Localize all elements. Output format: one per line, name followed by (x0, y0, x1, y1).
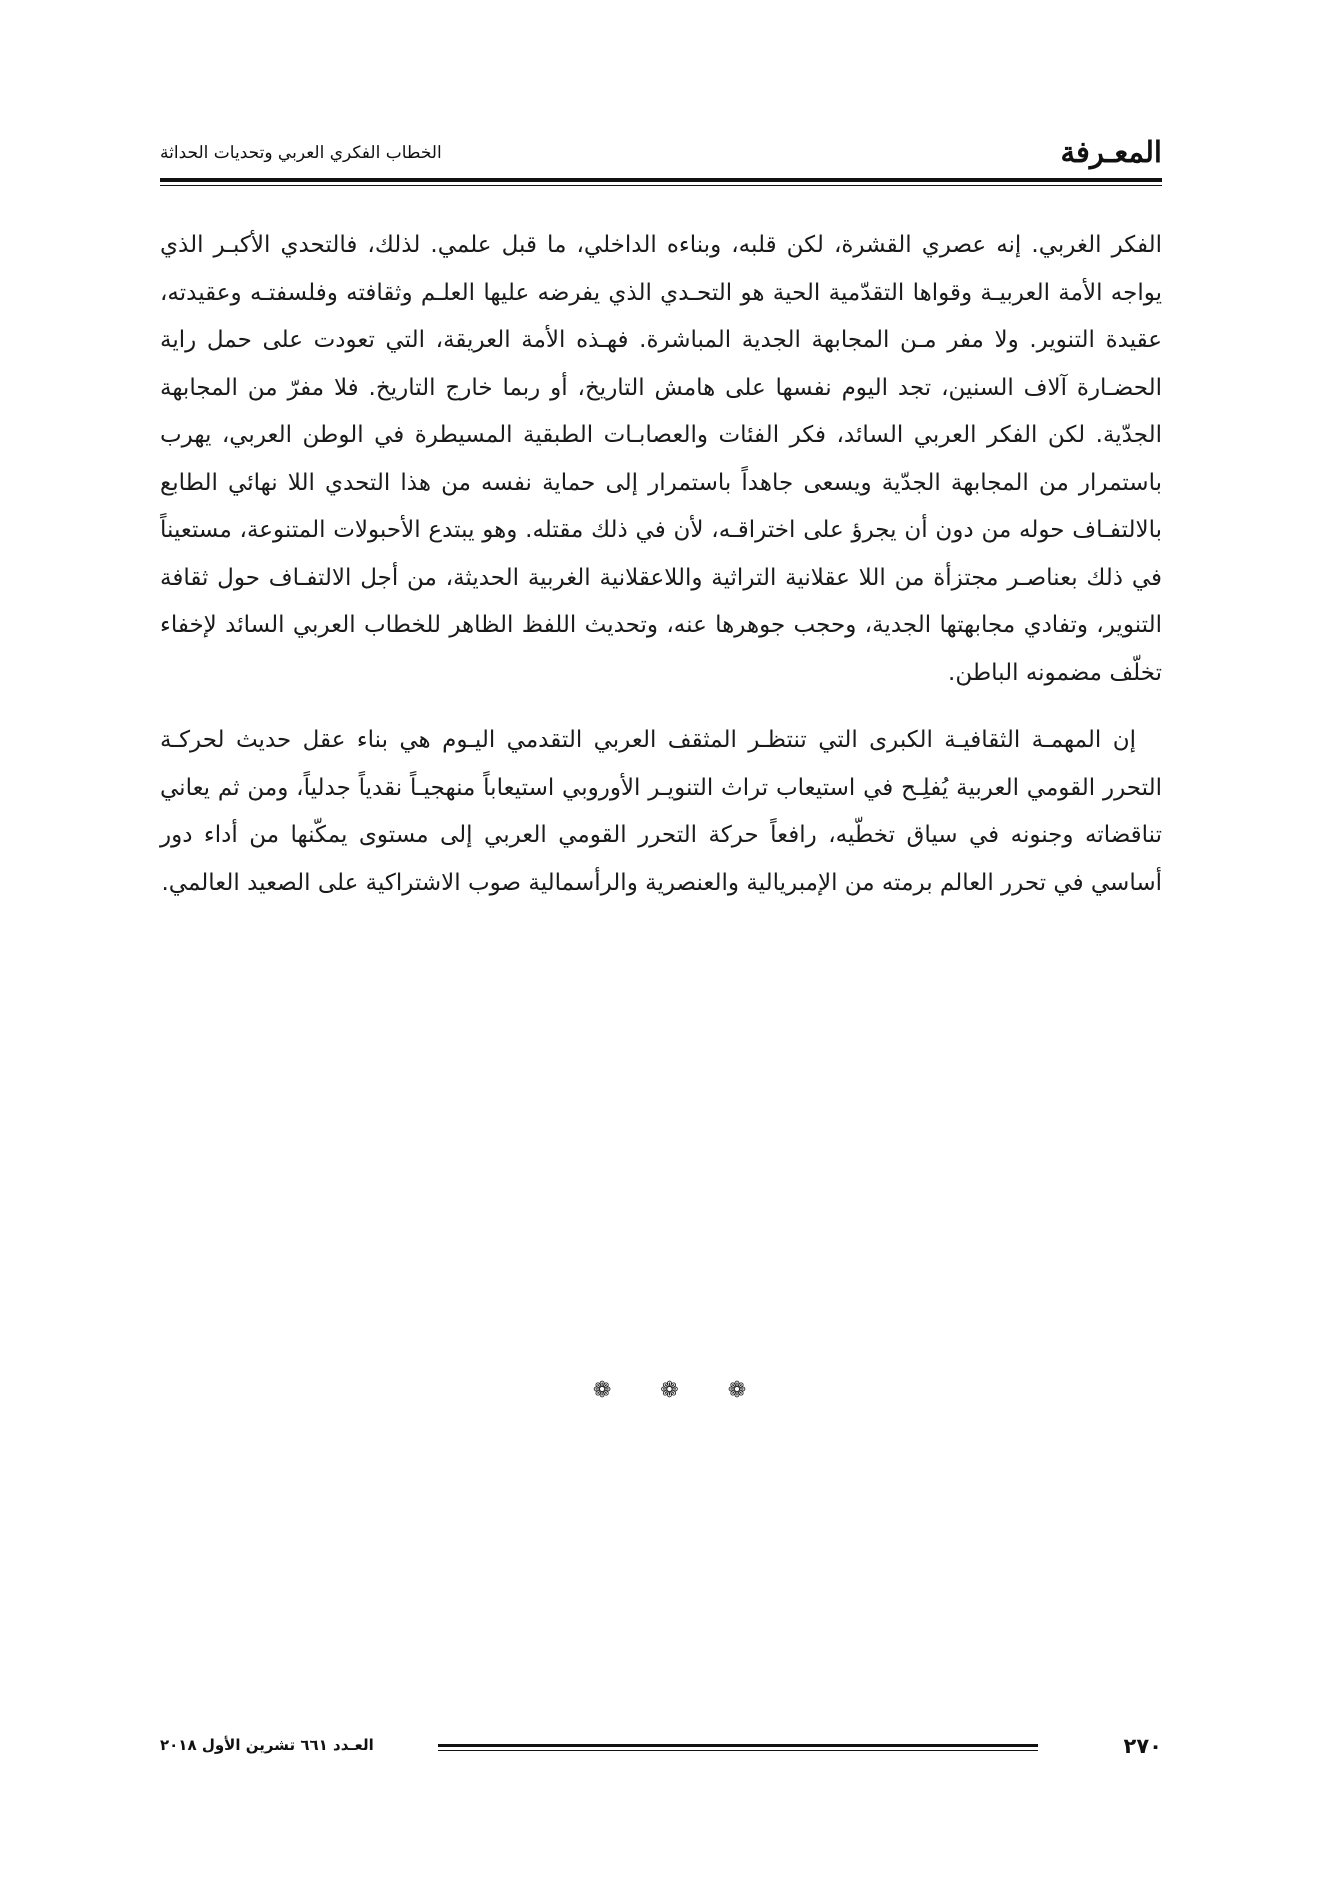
paragraph-2: إن المهمـة الثقافيـة الكبرى التي تنتظـر المثقف العربي التقدمي اليـوم هي بناء عقل حديث لحركـة التحرر القومي العربية يُفلِـح في استيعاب تراث التنويـر الأوروبي استيعاباً منهجيـاً نقدياً جدلياً، ومن ثم يعاني تناقضاته وجنونه في سياق تخطّيه، رافعاً حركة التحرر القومي العربي إلى مستوى يمكّنها من أداء دور أساسي في تحرر العالم برمته من الإمبريالية والعنصرية والرأسمالية صوب الاشتراكية على الصعيد العالمي. (160, 727, 1162, 896)
section-end-ornaments (0, 1378, 1339, 1403)
flower-ornament-icon: ❁ (727, 1378, 747, 1403)
flower-ornament-icon: ❁ (660, 1378, 679, 1403)
article-body (160, 222, 1162, 907)
magazine-logo: المعـرفة (1060, 135, 1162, 169)
issue-info: العـدد ٦٦١ تشرين الأول ٢٠١٨ (160, 1736, 374, 1754)
running-title: الخطاب الفكري العربي وتحديات الحداثة (160, 143, 442, 163)
header-rule-thin (160, 185, 1162, 186)
flower-ornament-icon: ❁ (592, 1378, 612, 1403)
footer-rule-thin (438, 1750, 1038, 1751)
footer-rule-thick (438, 1744, 1038, 1747)
header-rule-thick (160, 178, 1162, 182)
page-number: ٢٧٠ (1123, 1734, 1162, 1758)
paragraph-1: الفكر الغربي. إنه عصري القشرة، لكن قلبه، وبناءه الداخلي، ما قبل علمي. لذلك، فالتحدي الأكبـر الذي يواجه الأمة العربيـة وقواها التقدّمية الحية هو التحـدي الذي يفرضه عليها العلـم وثقافته وفلسفتـه وعقيدته، عقيدة التنوير. ولا مفر مـن المجابهة الجدية المباشرة. فهـذه الأمة العريقة، التي تعودت على حمل راية الحضـارة آلاف السنين، تجد اليوم نفسها على هامش التاريخ، أو ربما خارج التاريخ. فلا مفرّ من المجابهة الجدّية. لكن الفكر العربي السائد، فكر الفئات والعصابـات الطبقية المسيطرة في الوطن العربي، يهرب باستمرار من المجابهة الجدّية ويسعى جاهداً باستمرار إلى حماية نفسه من هذا التحدي اللا نهائي الطابع بالالتفـاف حوله من دون أن يجرؤ على اختراقـه، لأن في ذلك مقتله. وهو يبتدع الأحبولات المتنوعة، مستعيناً في ذلك بعناصـر مجتزأة من اللا عقلانية التراثية واللاعقلانية الغربية الحديثة، من أجل الالتفـاف حول ثقافة التنوير، وتفادي مجابهتها الجدية، وحجب جوهرها عنه، وتحديث اللفظ الظاهر للخطاب العربي السائد لإخفاء تخلّف مضمونه الباطن. (160, 232, 1162, 686)
page-footer (160, 1734, 1162, 1764)
